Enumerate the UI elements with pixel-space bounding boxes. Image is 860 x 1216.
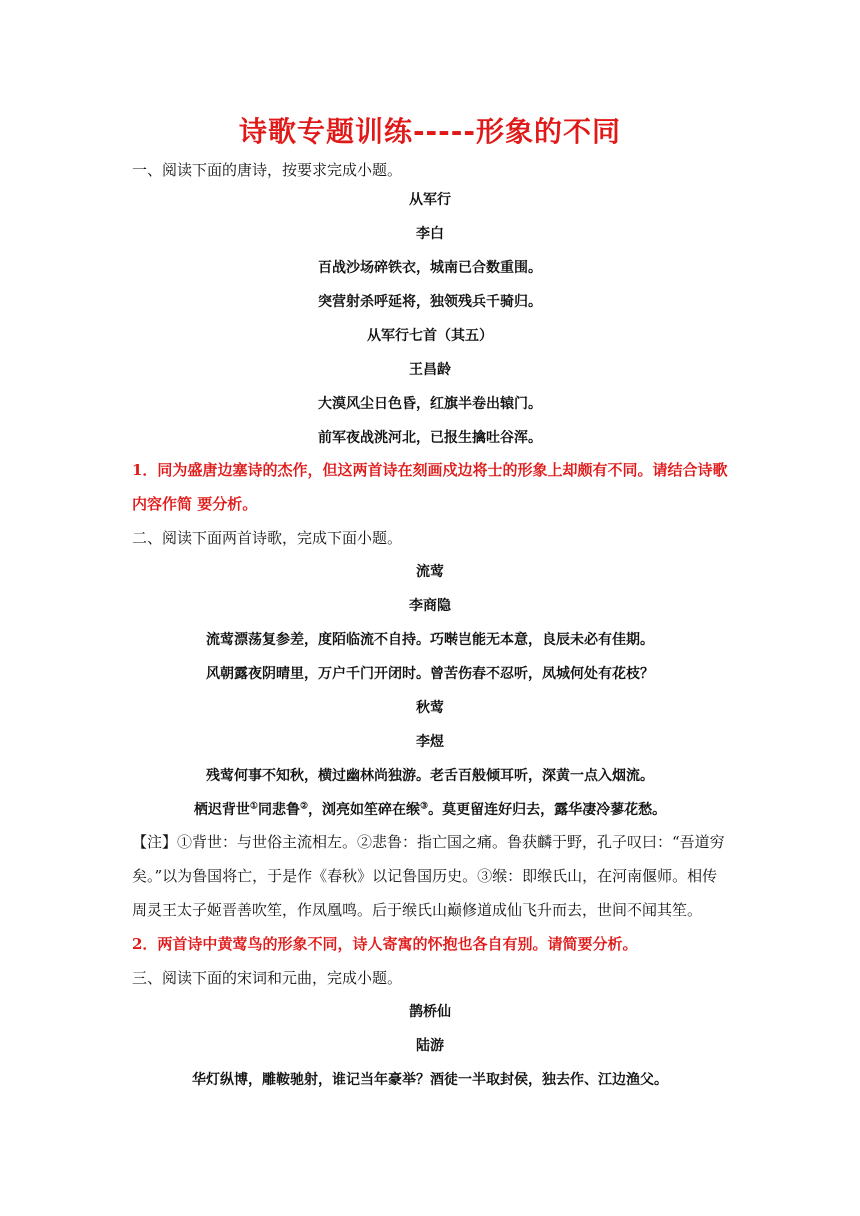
poem-line: 突营射杀呼延将，独领残兵千骑归。 [318,294,542,310]
poem-line: 风朝露夜阴晴里，万户千门开闭时。曾苦伤春不忍听，凤城何处有花枝？ [206,666,654,682]
poem-author: 陆游 [416,1038,444,1054]
section1-heading: 一、阅读下面的唐诗，按要求完成小题。 [132,161,403,179]
poem-text: ，浏亮如笙碎在缑 [308,802,421,818]
footnote-marker: ③ [420,801,429,812]
poem-line-annotated [0,800,860,820]
poem-title: 从军行七首（其五） [367,328,493,344]
question-text: 1．同为盛唐边塞诗的杰作，但这两首诗在刻画戍边将士的形象上却颇有不同。请结合诗歌 [132,461,728,479]
poem-author: 李商隐 [409,598,451,614]
poem-text: 同悲鲁 [257,802,300,818]
poem-line: 残莺何事不知秋，横过幽林尚独游。老舌百般倾耳听，深黄一点入烟流。 [206,768,654,784]
page-title: 诗歌专题训练-----形象的不同 [238,115,622,148]
section3-heading: 三、阅读下面的宋词和元曲，完成小题。 [132,969,403,987]
footnote-marker: ① [249,801,258,812]
poem-text: 。莫更留连好归去，露华凄冷蓼花愁。 [428,802,667,818]
note-text: 周灵王太子姬晋善吹笙，作凤凰鸣。后于缑氏山巅修道成仙飞升而去，世间不闻其笙。 [132,901,703,919]
poem-title: 从军行 [409,192,451,208]
poem-title: 秋莺 [416,700,444,716]
note-text: 【注】①背世：与世俗主流相左。②悲鲁：指亡国之痛。鲁获麟于野，孔子叹曰：“吾道穷 [132,833,725,851]
note-text: 矣。”以为鲁国将亡，于是作《春秋》以记鲁国历史。③缑：即缑氏山，在河南偃师。相传 [132,867,718,885]
poem-line: 大漠风尘日色昏，红旗半卷出辕门。 [318,396,542,412]
section2-heading: 二、阅读下面两首诗歌，完成下面小题。 [132,529,403,547]
poem-line: 华灯纵博，雕鞍驰射，谁记当年豪举？酒徒一半取封侯，独去作、江边渔父。 [192,1072,668,1088]
question-text: 2．两首诗中黄莺鸟的形象不同，诗人寄寓的怀抱也各自有别。请简要分析。 [132,935,638,953]
poem-author: 王昌龄 [409,362,451,378]
poem-title: 鹊桥仙 [409,1004,451,1020]
poem-title: 流莺 [416,564,444,580]
poem-author: 李煜 [416,734,444,750]
poem-author: 李白 [416,226,444,242]
poem-line: 流莺漂荡复参差，度陌临流不自持。巧啭岂能无本意，良辰未必有佳期。 [206,632,654,648]
question-text: 内容作简 要分析。 [132,495,258,513]
footnote-marker: ② [299,801,309,812]
poem-text: 栖迟背世 [193,802,250,818]
poem-line: 前军夜战洮河北，已报生擒吐谷浑。 [318,430,542,446]
poem-line: 百战沙场碎铁衣，城南已合数重围。 [318,260,542,276]
